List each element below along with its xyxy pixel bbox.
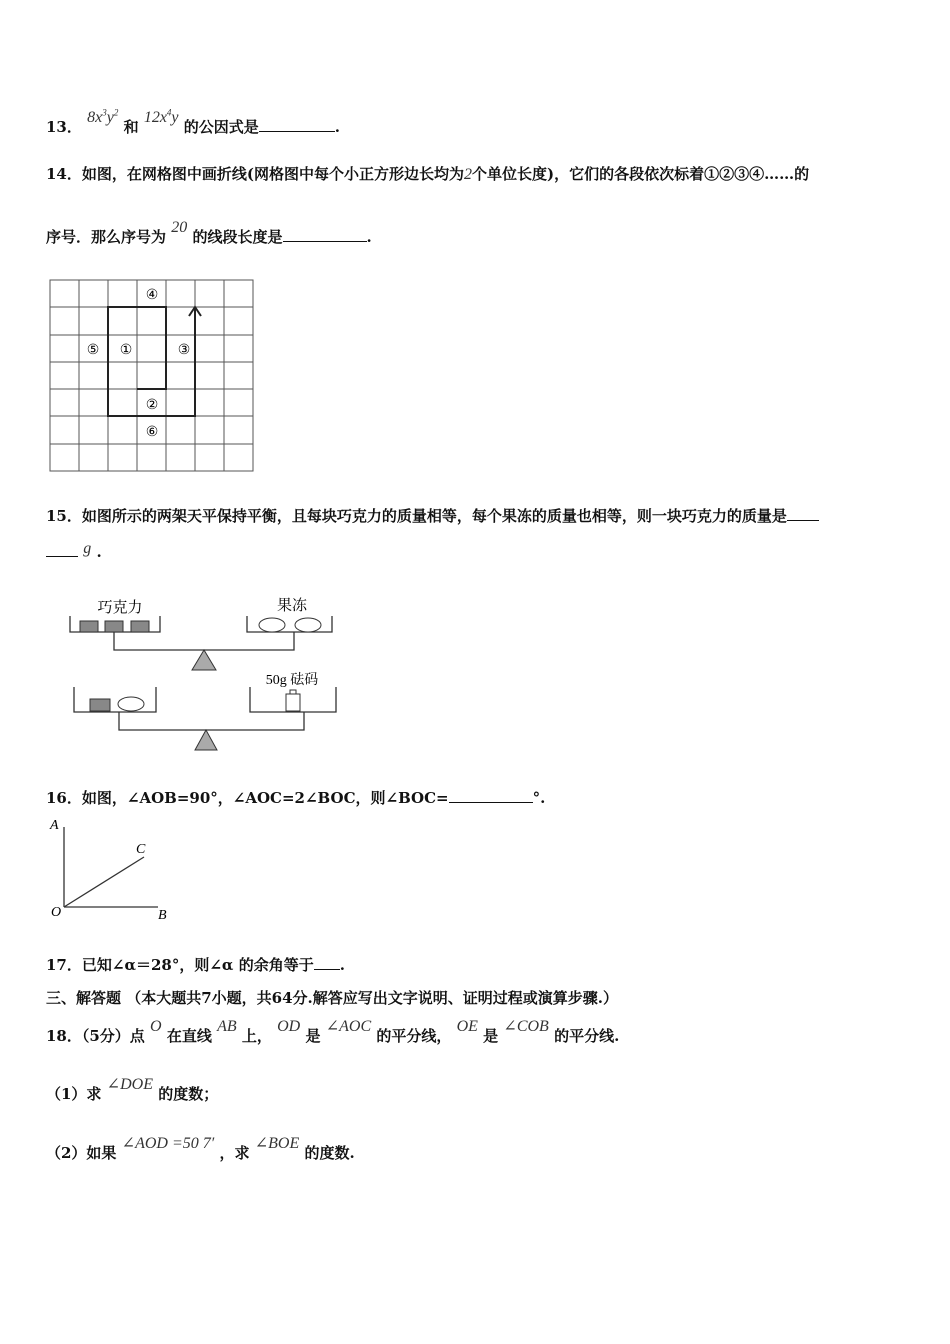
q15-weight-knob (290, 690, 296, 694)
q13-expr2: $12x^4y$ (143, 107, 179, 126)
q18-p2-prefix: （2）如果 (46, 1144, 117, 1162)
q16-angle-figure (46, 815, 176, 925)
q15-chocolate-block (90, 699, 110, 711)
q15-bottom-beam (119, 712, 304, 730)
q14-seq: 20 (171, 219, 188, 236)
q14-text-a: 如图，在网格图中画折线(网格图中每个小正方形边长均为 (81, 165, 464, 183)
q15-chocolate-block (131, 621, 149, 632)
q14-line2-b: 的线段长度是 (192, 228, 283, 246)
q13-suffix: 的公因式是 (183, 118, 259, 136)
q17-end: . (339, 956, 345, 974)
q14-label-5: ⑤ (86, 343, 100, 358)
q14-label-1: ① (119, 343, 133, 358)
q15-text: 如图所示的两架天平保持平衡，且每块巧克力的质量相等，每个果冻的质量也相等，则一块巧克力的质量是 (81, 507, 787, 525)
q16-text: 如图，∠AOB=90°，∠AOC=2∠BOC，则∠BOC= (81, 789, 449, 807)
q18-p2-expr2: ∠BOE (254, 1135, 300, 1152)
q14-label-4: ④ (145, 288, 159, 303)
q16-label-B: B (158, 908, 167, 923)
q15-label-weight: 50g 砝码 (265, 673, 319, 688)
q15-bottom-fulcrum (195, 730, 217, 750)
q15-line1 (46, 505, 819, 526)
q15-label-chocolate: 巧克力 (97, 600, 143, 616)
q16-line (46, 787, 545, 808)
q15-jelly (295, 618, 321, 632)
q14-end: . (366, 228, 372, 246)
q15-balance-figure (64, 590, 344, 758)
q14-unit: 2 (463, 166, 472, 183)
q18-p2-mid: ，求 (219, 1144, 250, 1162)
q14-grid-figure (48, 278, 256, 474)
q18-t5: 是 (483, 1027, 499, 1045)
q18-t6: 的平分线. (554, 1027, 620, 1045)
q18-AOC: ∠AOC (325, 1018, 372, 1035)
q18-AB: AB (217, 1018, 237, 1035)
q15-jelly (259, 618, 285, 632)
q18-p1-suffix: 的度数； (158, 1085, 219, 1103)
q18-p2-suffix: 的度数. (304, 1144, 355, 1162)
q15-label-jelly: 果冻 (276, 598, 308, 614)
q15-bottom-left-pan (74, 687, 156, 712)
q15-jelly (118, 697, 144, 711)
q18-COB: ∠COB (503, 1018, 549, 1035)
q15-chocolate-block (80, 621, 98, 632)
q16-end: °. (532, 789, 546, 807)
q18-t2: 上， (241, 1027, 272, 1045)
q15-top-beam (114, 632, 294, 650)
q15-number: 15． (46, 507, 82, 525)
q18-t4: 的平分线， (376, 1027, 452, 1045)
q18-part2 (46, 1135, 355, 1163)
q16-label-A: A (50, 818, 59, 833)
q14-line1 (46, 163, 809, 184)
q16-ray-OC (64, 857, 144, 907)
q15-answer-blank-a (787, 506, 819, 521)
q18-number: 18． (46, 1027, 82, 1045)
q16-label-O: O (51, 905, 62, 920)
q14-label-3: ③ (177, 343, 191, 358)
q18-t3: 是 (305, 1027, 321, 1045)
q14-number: 14． (46, 165, 82, 183)
q14-line2 (46, 219, 372, 247)
q15-top-fulcrum (192, 650, 216, 670)
q14-line2-a: 序号．那么序号为 (46, 228, 167, 246)
q17-text: 已知∠α＝28°，则∠α 的余角等于 (81, 956, 314, 974)
q13-end: . (334, 118, 341, 136)
q14-label-6: ⑥ (145, 425, 159, 440)
q13-and: 和 (123, 118, 139, 136)
section3-title: 三、解答题 （本大题共7小题，共64分.解答应写出文字说明、证明过程或演算步骤.） (46, 989, 618, 1007)
q15-end: . (96, 543, 102, 561)
q18-line (46, 1018, 620, 1046)
q17-line (46, 954, 345, 975)
q13-number: 13． (46, 118, 82, 136)
q17-number: 17． (46, 956, 82, 974)
q13-answer-blank (259, 117, 335, 132)
q13-expr1: $8x^3y^2$ (87, 107, 119, 126)
q18-p1-expr: ∠DOE (106, 1076, 153, 1093)
q14-answer-blank (283, 227, 367, 242)
q18-OD: OD (277, 1018, 301, 1035)
q15-line2 (46, 542, 102, 562)
q14-label-2: ② (145, 398, 159, 413)
q18-OE: OE (456, 1018, 478, 1035)
q18-score: （5分）点 (81, 1027, 145, 1045)
q18-part1 (46, 1076, 219, 1104)
q17-answer-blank (314, 955, 340, 970)
q15-weight (286, 694, 300, 711)
q16-answer-blank (449, 788, 533, 803)
q18-p2-expr: ∠AOD =50 7′ (121, 1135, 215, 1152)
q16-label-C: C (136, 842, 146, 857)
q18-O: O (150, 1018, 162, 1035)
q15-chocolate-block (105, 621, 123, 632)
q16-number: 16． (46, 789, 82, 807)
q18-t1: 在直线 (166, 1027, 212, 1045)
q15-answer-blank-b (46, 542, 78, 557)
q13-line (46, 107, 341, 137)
q18-p1-prefix: （1）求 (46, 1085, 102, 1103)
q14-text-b: 个单位长度)，它们的各段依次标着①②③④……的 (471, 165, 810, 183)
q15-unit: g (83, 540, 92, 557)
